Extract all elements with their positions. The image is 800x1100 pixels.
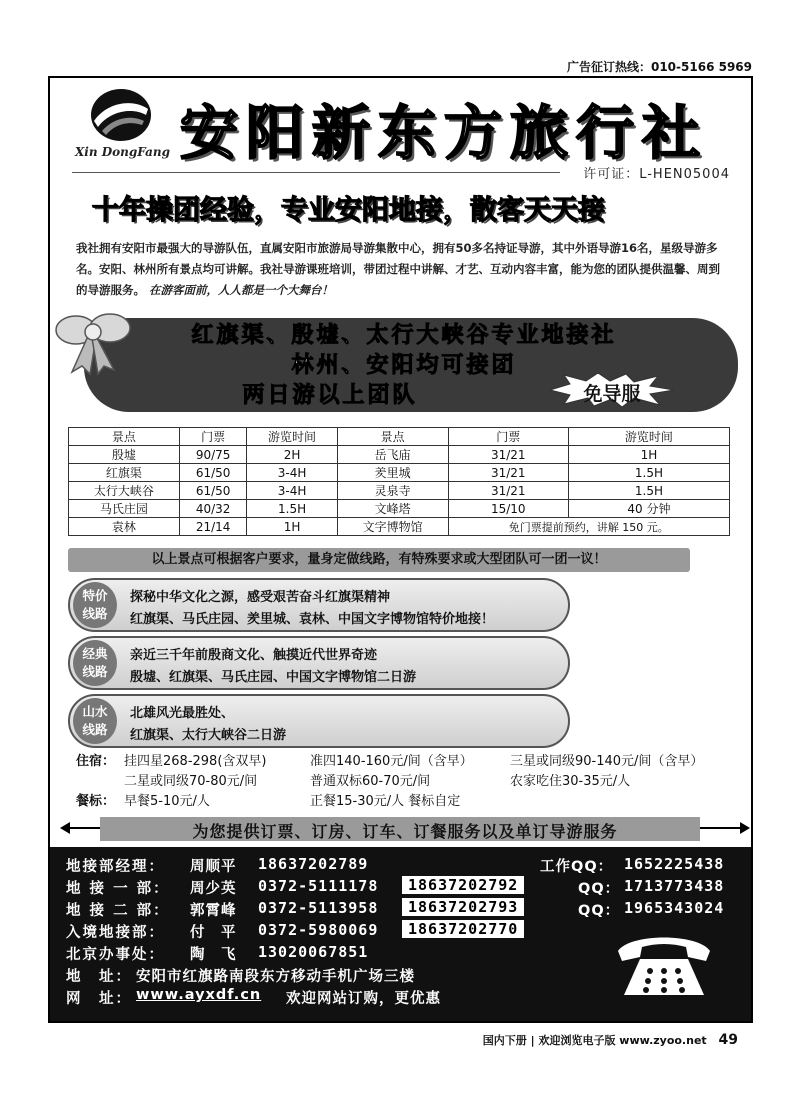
route-card-special (68, 578, 570, 632)
intro-text: 我社拥有安阳市最强大的导游队伍，直属安阳市旅游局导游集散中心，拥有50多名持证导游，其中外语导游16名，星级导游多名。安阳、林州所有景点均可讲解。我社导游课班培训，带团过程中讲解、才艺、互动内容丰富，能为您的团队提供温馨、周到的导游服务。 (76, 241, 720, 297)
table-cell: 岳飞庙 (337, 446, 448, 464)
route-badge-line: 山水 (82, 704, 108, 719)
lodging-price: 农家吃住30-35元/人 (510, 774, 631, 789)
dept2-tel: 0372-5113958 (258, 899, 379, 917)
intro-motto: 在游客面前，人人都是一个大舞台！ (149, 283, 334, 297)
table-row (69, 446, 730, 464)
col-header: 景点 (69, 428, 180, 446)
service-bar (60, 815, 750, 843)
inbound-tel: 0372-5980069 (258, 921, 379, 939)
table-cell: 殷墟 (69, 446, 180, 464)
table-cell: 1H (247, 518, 337, 536)
lodging-pricing (76, 752, 746, 812)
free-guide-label: 免导服 (583, 383, 641, 405)
meal-price: 正餐15-30元/人 餐标自定 (310, 794, 461, 809)
qq1-number: 1652225438 (624, 855, 725, 873)
route-badge (73, 582, 117, 628)
beijing-phone: 13020067851 (258, 943, 369, 961)
table-cell: 红旗渠 (69, 464, 180, 482)
website-label: 网 址： (66, 991, 132, 1007)
col-header: 门票 (448, 428, 568, 446)
beijing-name: 陶 飞 (190, 947, 237, 963)
table-cell-note: 免门票提前预约，讲解 150 元。 (448, 518, 729, 536)
table-cell: 21/14 (179, 518, 247, 536)
table-cell: 61/50 (179, 464, 247, 482)
lodging-price: 准四140-160元/间（含早） (310, 754, 473, 769)
route-card-classic (68, 636, 570, 690)
specialty-banner (70, 310, 738, 412)
route-headline: 探秘中华文化之源，感受艰苦奋斗红旗渠精神 (130, 590, 391, 605)
table-cell: 马氏庄园 (69, 500, 180, 518)
table-cell: 1.5H (568, 482, 729, 500)
manager-name: 周顺平 (190, 859, 237, 875)
table-cell: 灵泉寺 (337, 482, 448, 500)
qq2-label: QQ： (578, 881, 621, 897)
route-badge-line: 线路 (82, 664, 108, 679)
table-row (69, 500, 730, 518)
dept2-name: 郭霄峰 (190, 903, 237, 919)
dept2-label: 地 接 二 部： (66, 903, 170, 919)
attractions-table (68, 427, 730, 536)
lodging-price: 挂四星268-298(含双早) (124, 754, 267, 769)
logo-emblem-icon (88, 87, 154, 143)
brand-title: 安阳新东方旅行社 (180, 99, 709, 167)
website-note: 欢迎网站订购，更优惠 (286, 991, 441, 1007)
table-row (69, 464, 730, 482)
table-cell: 31/21 (448, 464, 568, 482)
banner-line-1: 红旗渠、殷墟、太行大峡谷专业地接社 (191, 322, 617, 348)
company-logo (70, 85, 175, 165)
dept2-cell: 18637202793 (402, 898, 524, 916)
route-badge-line: 线路 (82, 606, 108, 621)
service-text: 为您提供订票、订房、订车、订餐服务以及单订导游服务 (192, 822, 618, 841)
page-footer (483, 1032, 738, 1048)
route-card-landscape (68, 694, 570, 748)
meal-label: 餐标： (76, 794, 116, 809)
lodging-price: 普通双标60-70元/间 (310, 774, 431, 789)
inbound-cell: 18637202770 (402, 920, 524, 938)
route-badge-line: 经典 (82, 646, 108, 661)
route-headline: 北雄风光最胜处、 (130, 706, 235, 721)
dept1-name: 周少英 (190, 881, 237, 897)
table-cell: 1.5H (247, 500, 337, 518)
qq3-label: QQ： (578, 903, 621, 919)
lodging-price: 三星或同级90-140元/间（含早） (510, 754, 704, 769)
license-number: 许可证：L-HEN05004 (583, 167, 730, 182)
table-cell: 1H (568, 446, 729, 464)
intro-paragraph (76, 238, 730, 301)
table-cell: 31/21 (448, 482, 568, 500)
table-cell: 40/32 (179, 500, 247, 518)
lodging-price: 二星或同级70-80元/间 (124, 774, 258, 789)
dept1-tel: 0372-5111178 (258, 877, 379, 895)
route-badge (73, 640, 117, 686)
table-cell: 31/21 (448, 446, 568, 464)
table-cell: 袁林 (69, 518, 180, 536)
website-link[interactable]: www.ayxdf.cn (136, 987, 262, 1003)
table-cell: 文字博物馆 (337, 518, 448, 536)
col-header: 景点 (337, 428, 448, 446)
manager-label: 地接部经理： (66, 859, 165, 875)
page-number: 49 (718, 1032, 738, 1048)
table-cell: 3-4H (247, 464, 337, 482)
table-cell: 15/10 (448, 500, 568, 518)
route-headline: 亲近三千年前殷商文化、触摸近代世界奇迹 (130, 648, 378, 663)
contact-block (50, 847, 751, 1021)
table-cell: 3-4H (247, 482, 337, 500)
slogan: 十年操团经验，专业安阳地接，散客天天接 (92, 195, 605, 226)
dept1-label: 地 接 一 部： (66, 881, 170, 897)
table-header-row (69, 428, 730, 446)
table-cell: 文峰塔 (337, 500, 448, 518)
route-itinerary: 殷墟、红旗渠、马氏庄园、中国文字博物馆二日游 (130, 670, 417, 685)
qq3-number: 1965343024 (624, 899, 725, 917)
qq1-label: 工作QQ： (540, 859, 614, 875)
inbound-label: 入境地接部： (66, 925, 165, 941)
qq2-number: 1713773438 (624, 877, 725, 895)
table-cell: 40 分钟 (568, 500, 729, 518)
address-text: 安阳市红旗路南段东方移动手机广场三楼 (136, 969, 415, 985)
lodging-label: 住宿： (76, 754, 116, 769)
route-badge-line: 线路 (82, 722, 108, 737)
col-header: 门票 (179, 428, 247, 446)
col-header: 游览时间 (568, 428, 729, 446)
dept1-cell: 18637202792 (402, 876, 524, 894)
logo-wordmark: Xin DongFang (74, 145, 171, 159)
route-itinerary: 红旗渠、太行大峡谷二日游 (130, 728, 287, 743)
license-divider (72, 172, 560, 173)
table-cell: 90/75 (179, 446, 247, 464)
telephone-icon (610, 929, 718, 1001)
route-badge-line: 特价 (82, 588, 108, 603)
table-row (69, 482, 730, 500)
table-cell: 羑里城 (337, 464, 448, 482)
table-cell: 1.5H (568, 464, 729, 482)
beijing-label: 北京办事处： (66, 947, 165, 963)
inbound-name: 付 平 (190, 925, 237, 941)
route-itinerary: 红旗渠、马氏庄园、羑里城、袁林、中国文字博物馆特价地接！ (130, 612, 495, 627)
manager-phone: 18637202789 (258, 855, 369, 873)
banner-line-2: 林州、安阳均可接团 (291, 352, 517, 378)
col-header: 游览时间 (247, 428, 337, 446)
meal-price: 早餐5-10元/人 (124, 794, 210, 809)
ad-hotline: 广告征订热线：010-5166 5969 (566, 60, 752, 74)
footer-text: 国内下册 | 欢迎浏览电子版 www.zyoo.net (482, 1034, 707, 1047)
custom-route-note: 以上景点可根据客户要求，量身定做线路，有特殊要求或大型团队可一团一议！ (68, 548, 690, 572)
table-cell: 太行大峡谷 (69, 482, 180, 500)
table-row (69, 518, 730, 536)
table-cell: 2H (247, 446, 337, 464)
address-label: 地 址： (66, 969, 132, 985)
table-cell: 61/50 (179, 482, 247, 500)
route-badge (73, 698, 117, 744)
banner-line-3: 两日游以上团队 (242, 382, 418, 408)
